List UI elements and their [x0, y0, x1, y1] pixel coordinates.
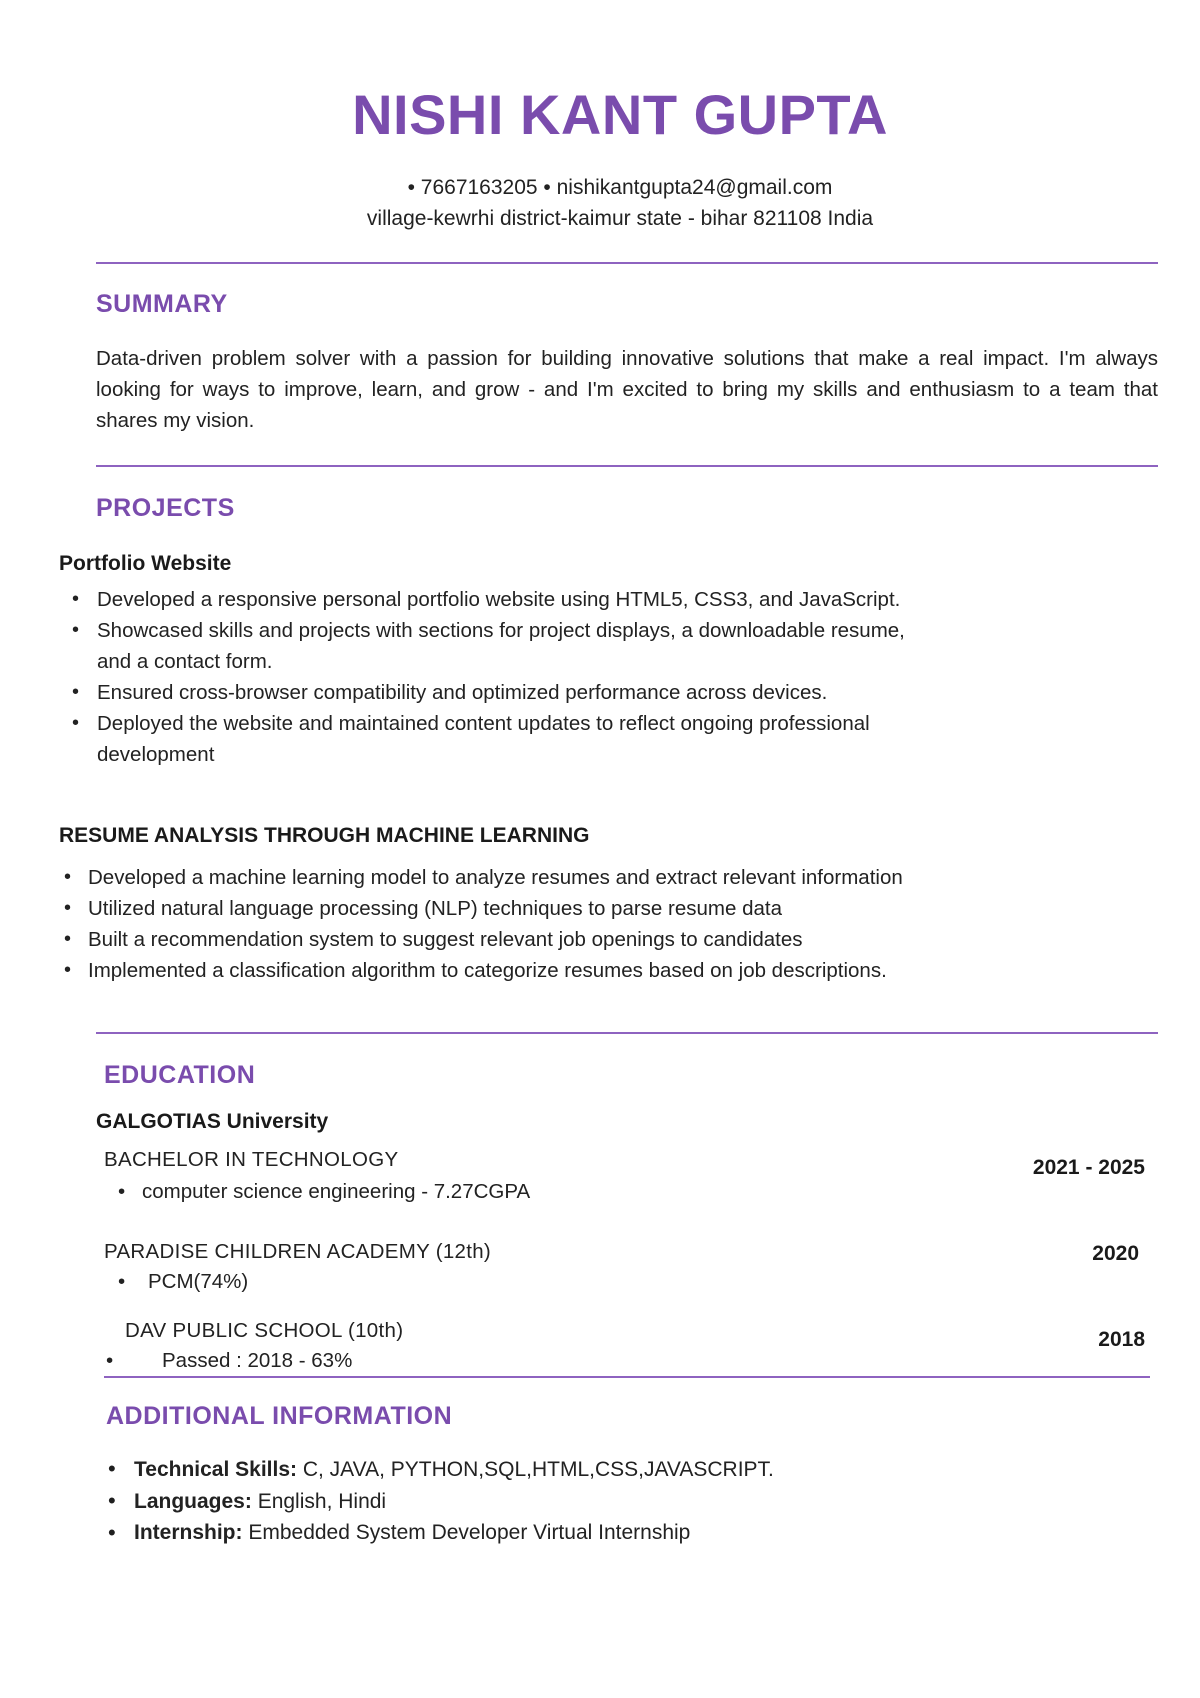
bullet-icon: • — [118, 1180, 126, 1203]
bullet-icon: • — [106, 1349, 114, 1372]
education-heading: EDUCATION — [104, 1061, 256, 1089]
institution-name: GALGOTIAS University — [96, 1110, 329, 1133]
list-item: • Implemented a classification algorithm to categorize resumes based on job descriptions. — [88, 955, 1088, 986]
projects-divider — [96, 1032, 1158, 1034]
summary-text: Data-driven problem solver with a passion for building innovative solutions that make a real impact. I'm always looking for ways to improve, learn, and grow - and I'm excited to bring my skills and enthusiasm to a team that shares my vision. — [96, 347, 1158, 432]
bullet-icon: • — [64, 959, 72, 981]
project-bullets — [72, 584, 1077, 770]
list-item: • Showcased skills and projects with sections for project displays, a downloadable resume, — [97, 615, 1077, 646]
degree-detail: Passed : 2018 - 63% — [162, 1349, 353, 1372]
degree-detail: PCM(74%) — [148, 1270, 249, 1293]
bullet-icon: • — [108, 1456, 116, 1481]
list-item: development — [97, 743, 215, 766]
summary-heading: SUMMARY — [96, 290, 228, 318]
bullet-icon: • — [108, 1488, 116, 1513]
candidate-name: NISHI KANT GUPTA — [352, 83, 888, 146]
info-technical-skills: Technical Skills: C, JAVA, PYTHON,SQL,HTML,CSS,JAVASCRIPT. — [134, 1458, 774, 1481]
address-line: village-kewrhi district-kaimur state - bihar 821108 India — [366, 207, 874, 230]
degree-title: PARADISE CHILDREN ACADEMY (12th) — [104, 1240, 492, 1263]
list-item: • Ensured cross-browser compatibility and optimized performance across devices. — [97, 677, 1077, 708]
project-title: Portfolio Website — [59, 552, 232, 575]
list-item: and a contact form. — [97, 650, 273, 673]
projects-heading: PROJECTS — [96, 494, 235, 522]
summary-divider — [96, 465, 1158, 467]
degree-years: 2018 — [1098, 1328, 1145, 1351]
project-title: RESUME ANALYSIS THROUGH MACHINE LEARNING — [59, 824, 590, 847]
bullet-icon: • — [72, 712, 80, 734]
bullet-icon: • — [72, 619, 80, 641]
degree-years: 2020 — [1092, 1242, 1139, 1265]
bullet-icon: • — [72, 588, 80, 610]
info-languages: Languages: English, Hindi — [134, 1490, 387, 1513]
list-item: • Developed a machine learning model to analyze resumes and extract relevant information — [88, 862, 1088, 893]
contact-line: • 7667163205 • nishikantgupta24@gmail.com — [407, 176, 833, 199]
bullet-icon: • — [108, 1520, 116, 1545]
degree-detail: computer science engineering - 7.27CGPA — [142, 1180, 531, 1203]
bullet-icon: • — [64, 928, 72, 950]
additional-heading: ADDITIONAL INFORMATION — [106, 1402, 453, 1430]
degree-years: 2021 - 2025 — [1032, 1156, 1145, 1179]
degree-title: BACHELOR IN TECHNOLOGY — [104, 1148, 399, 1171]
degree-title: DAV PUBLIC SCHOOL (10th) — [125, 1319, 404, 1342]
bullet-icon: • — [64, 897, 72, 919]
bullet-icon: • — [72, 681, 80, 703]
list-item: • Deployed the website and maintained content updates to reflect ongoing professional — [97, 708, 1077, 739]
bullet-icon: • — [64, 866, 72, 888]
bullet-icon: • — [118, 1270, 126, 1293]
list-item: • Built a recommendation system to suggest relevant job openings to candidates — [88, 924, 1088, 955]
list-item: • Utilized natural language processing (NLP) techniques to parse resume data — [88, 893, 1088, 924]
info-internship: Internship: Embedded System Developer Virtual Internship — [134, 1521, 691, 1544]
list-item: • Developed a responsive personal portfolio website using HTML5, CSS3, and JavaScript. — [97, 584, 1077, 615]
project-bullets — [64, 862, 1088, 986]
education-divider — [104, 1376, 1150, 1378]
header-divider — [96, 262, 1158, 264]
